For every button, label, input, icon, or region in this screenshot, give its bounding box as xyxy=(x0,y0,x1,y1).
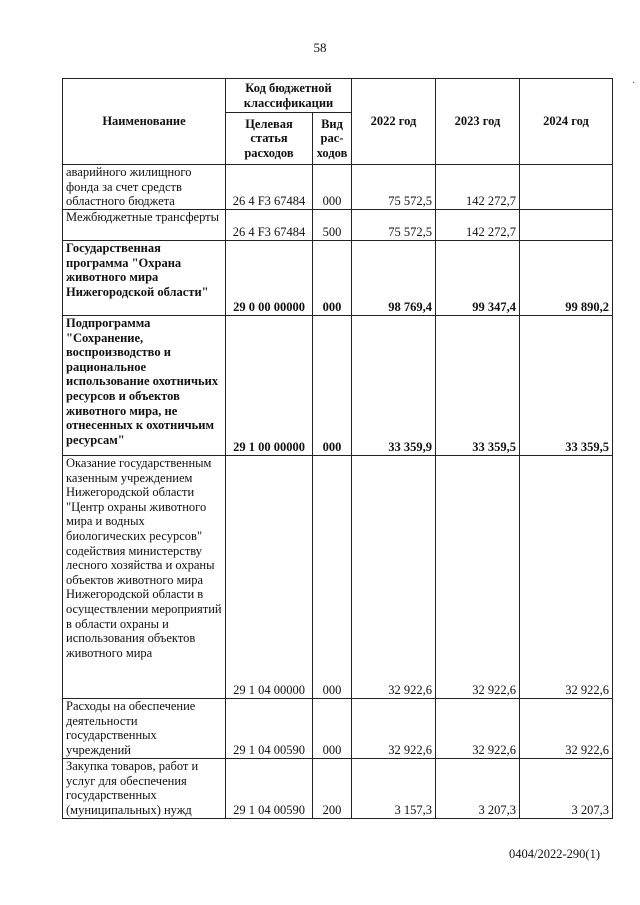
header-2024: 2024 год xyxy=(520,79,613,165)
row-code: 29 1 04 00590 xyxy=(226,759,313,819)
header-budget-code: Код бюджетной классификации xyxy=(226,79,352,113)
row-2023: 142 272,7 xyxy=(436,165,520,210)
row-code: 26 4 F3 67484 xyxy=(226,165,313,210)
document-code: 0404/2022-290(1) xyxy=(509,847,600,861)
row-2024: 33 359,5 xyxy=(520,316,613,456)
row-2024: 99 890,2 xyxy=(520,241,613,316)
row-name: Закупка товаров, работ и услуг для обеспечения государственных (муниципальных) нужд xyxy=(63,759,226,819)
row-vid: 200 xyxy=(313,759,352,819)
row-2023: 99 347,4 xyxy=(436,241,520,316)
header-name: Наименование xyxy=(63,79,226,165)
row-2022: 32 922,6 xyxy=(352,699,436,759)
row-2024 xyxy=(520,165,613,210)
row-name: Подпрограмма "Сохранение, воспроизводство и рациональное использование охотничьих ресурсов и объектов животного мира, не отнесенных к охотничьим ресурсам" xyxy=(63,316,226,456)
row-2024 xyxy=(520,210,613,241)
row-code: 29 1 04 00000 xyxy=(226,456,313,699)
row-vid: 500 xyxy=(313,210,352,241)
header-expense-type: Вид рас-ходов xyxy=(313,113,352,165)
row-vid: 000 xyxy=(313,316,352,456)
row-2023: 32 922,6 xyxy=(436,456,520,699)
table-row xyxy=(63,241,613,316)
row-code: 29 1 04 00590 xyxy=(226,699,313,759)
row-vid: 000 xyxy=(313,699,352,759)
row-2022: 75 572,5 xyxy=(352,165,436,210)
row-code: 26 4 F3 67484 xyxy=(226,210,313,241)
budget-table xyxy=(62,78,613,819)
row-2023: 33 359,5 xyxy=(436,316,520,456)
row-vid: 000 xyxy=(313,456,352,699)
row-2023: 3 207,3 xyxy=(436,759,520,819)
row-name: Государственная программа "Охрана животного мира Нижегородской области" xyxy=(63,241,226,316)
table-row xyxy=(63,759,613,819)
edge-mark: · xyxy=(632,78,636,89)
row-name: Оказание государственным казенным учреждением Нижегородской области "Центр охраны животного мира и водных биологических ресурсов" содействия министерству лесного хозяйства и охраны объектов животного мира Нижегородской области в осуществлении мероприятий в области охраны и использования объектов животного мира xyxy=(63,456,226,699)
row-vid: 000 xyxy=(313,165,352,210)
row-vid: 000 xyxy=(313,241,352,316)
row-name: Расходы на обеспечение деятельности государственных учреждений xyxy=(63,699,226,759)
header-target-article: Целевая статья расходов xyxy=(226,113,313,165)
table-row xyxy=(63,456,613,699)
row-2022: 3 157,3 xyxy=(352,759,436,819)
row-2022: 98 769,4 xyxy=(352,241,436,316)
row-2024: 3 207,3 xyxy=(520,759,613,819)
row-2022: 33 359,9 xyxy=(352,316,436,456)
row-code: 29 0 00 00000 xyxy=(226,241,313,316)
row-2022: 32 922,6 xyxy=(352,456,436,699)
row-2023: 32 922,6 xyxy=(436,699,520,759)
table-row xyxy=(63,165,613,210)
row-2022: 75 572,5 xyxy=(352,210,436,241)
table-row xyxy=(63,316,613,456)
table-row xyxy=(63,699,613,759)
row-name: аварийного жилищного фонда за счет средств областного бюджета xyxy=(63,165,226,210)
table-row xyxy=(63,210,613,241)
row-2024: 32 922,6 xyxy=(520,699,613,759)
header-2023: 2023 год xyxy=(436,79,520,165)
row-2024: 32 922,6 xyxy=(520,456,613,699)
row-code: 29 1 00 00000 xyxy=(226,316,313,456)
page-number: 58 xyxy=(313,40,327,55)
row-name: Межбюджетные трансферты xyxy=(63,210,226,241)
header-2022: 2022 год xyxy=(352,79,436,165)
row-2023: 142 272,7 xyxy=(436,210,520,241)
